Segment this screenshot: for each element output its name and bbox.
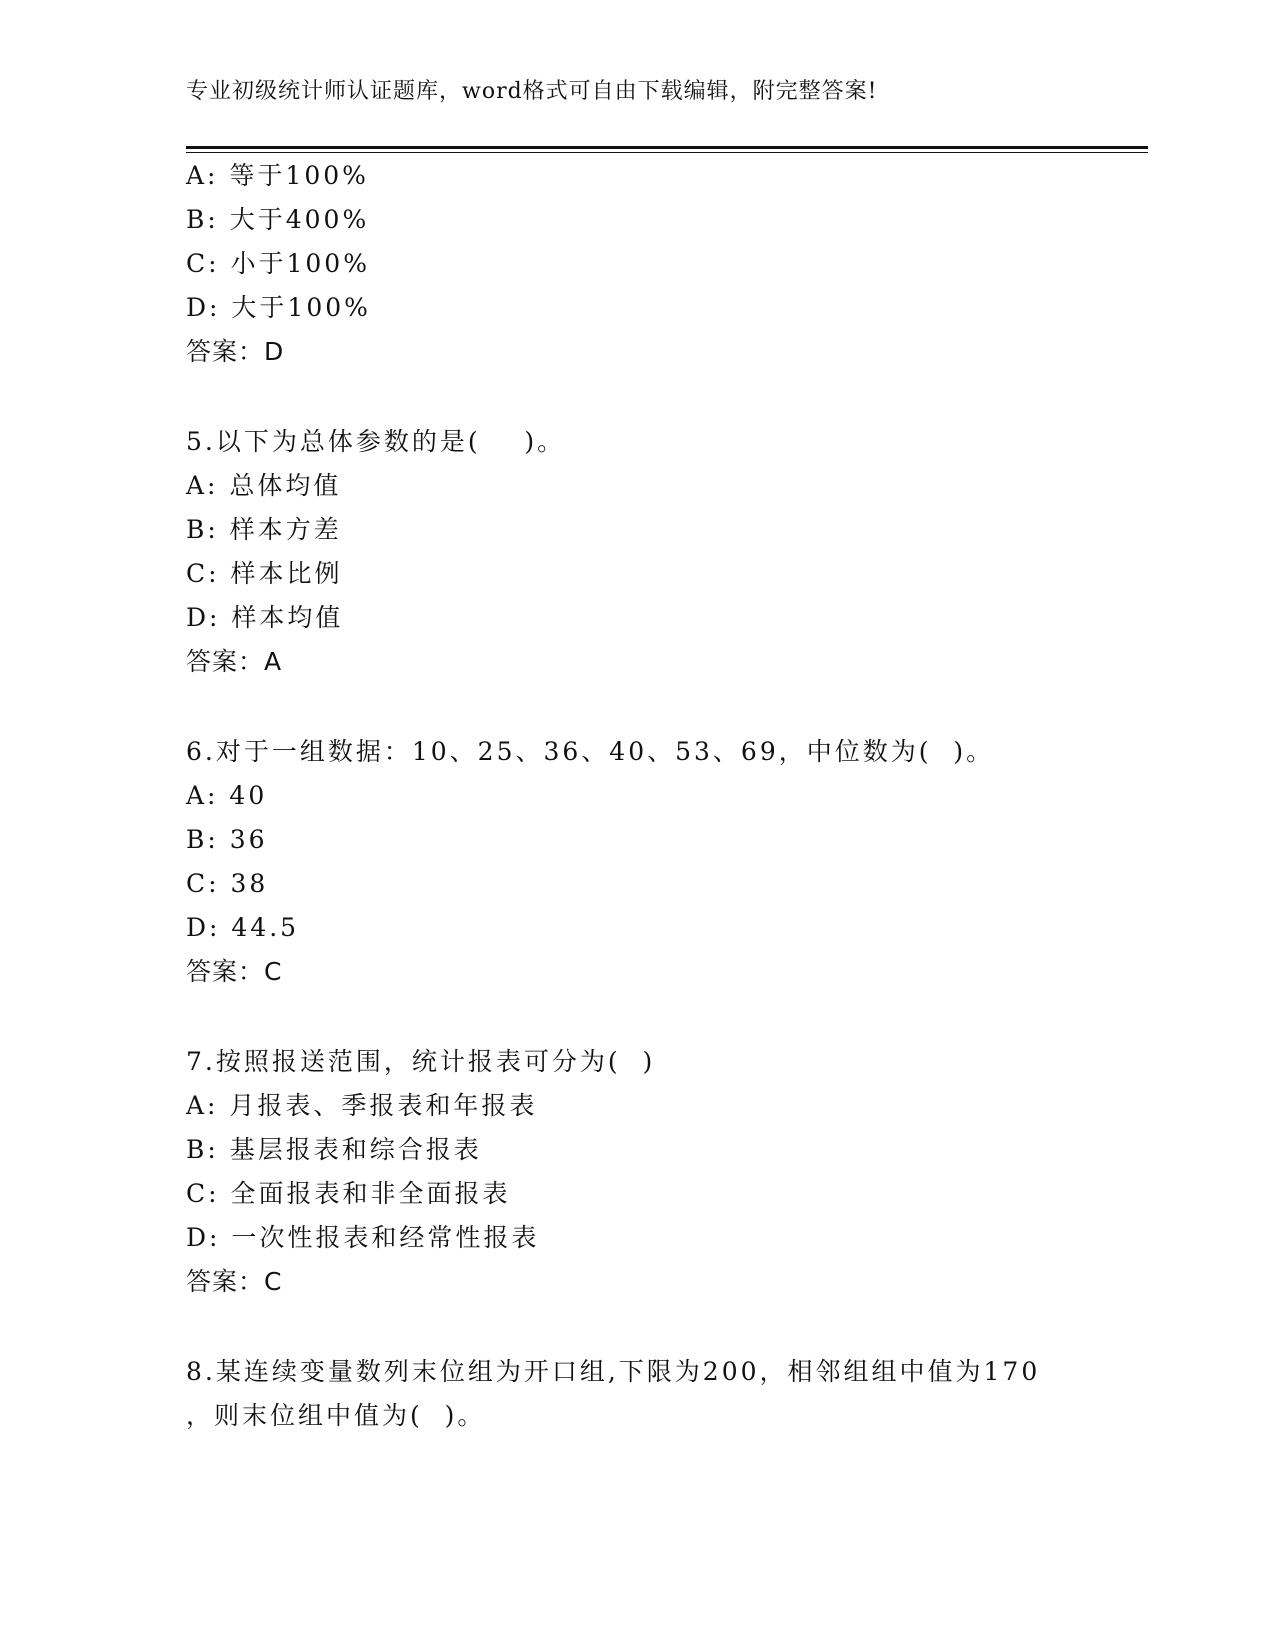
q4-answer: 答案：D [186, 337, 285, 366]
q5-question: 5.以下为总体参数的是( )。 [186, 427, 566, 456]
q8-question-line2: ，则末位组中值为( )。 [186, 1401, 486, 1430]
q5-option-c: C: 样本比例 [186, 559, 343, 588]
q6-answer: 答案：C [186, 957, 283, 986]
q4-option-c: C: 小于100% [186, 249, 370, 278]
q8-question-line1: 8.某连续变量数列末位组为开口组,下限为200，相邻组组中值为170 [186, 1357, 1041, 1386]
q7-option-b: B: 基层报表和综合报表 [186, 1135, 482, 1164]
q6-option-a: A: 40 [186, 781, 268, 810]
q4-option-d: D: 大于100% [186, 293, 371, 322]
header-rule-thick [186, 146, 1148, 149]
q5-option-d: D: 样本均值 [186, 603, 344, 632]
q6-question: 6.对于一组数据：10、25、36、40、53、69，中位数为( )。 [186, 737, 995, 766]
q4-option-a: A: 等于100% [186, 161, 369, 190]
q7-option-d: D: 一次性报表和经常性报表 [186, 1223, 540, 1252]
header-rule-thin [186, 152, 1148, 153]
q5-option-a: A: 总体均值 [186, 471, 342, 500]
q7-question: 7.按照报送范围，统计报表可分为( ) [186, 1047, 656, 1076]
document-header: 专业初级统计师认证题库，word格式可自由下载编辑，附完整答案! [186, 79, 878, 104]
q5-option-b: B: 样本方差 [186, 515, 342, 544]
q5-answer: 答案：A [186, 647, 283, 676]
q4-option-b: B: 大于400% [186, 205, 370, 234]
q6-option-d: D: 44.5 [186, 913, 300, 942]
q6-option-b: B: 36 [186, 825, 268, 854]
q7-option-c: C: 全面报表和非全面报表 [186, 1179, 511, 1208]
q6-option-c: C: 38 [186, 869, 269, 898]
q7-option-a: A: 月报表、季报表和年报表 [186, 1091, 538, 1120]
q7-answer: 答案：C [186, 1267, 283, 1296]
